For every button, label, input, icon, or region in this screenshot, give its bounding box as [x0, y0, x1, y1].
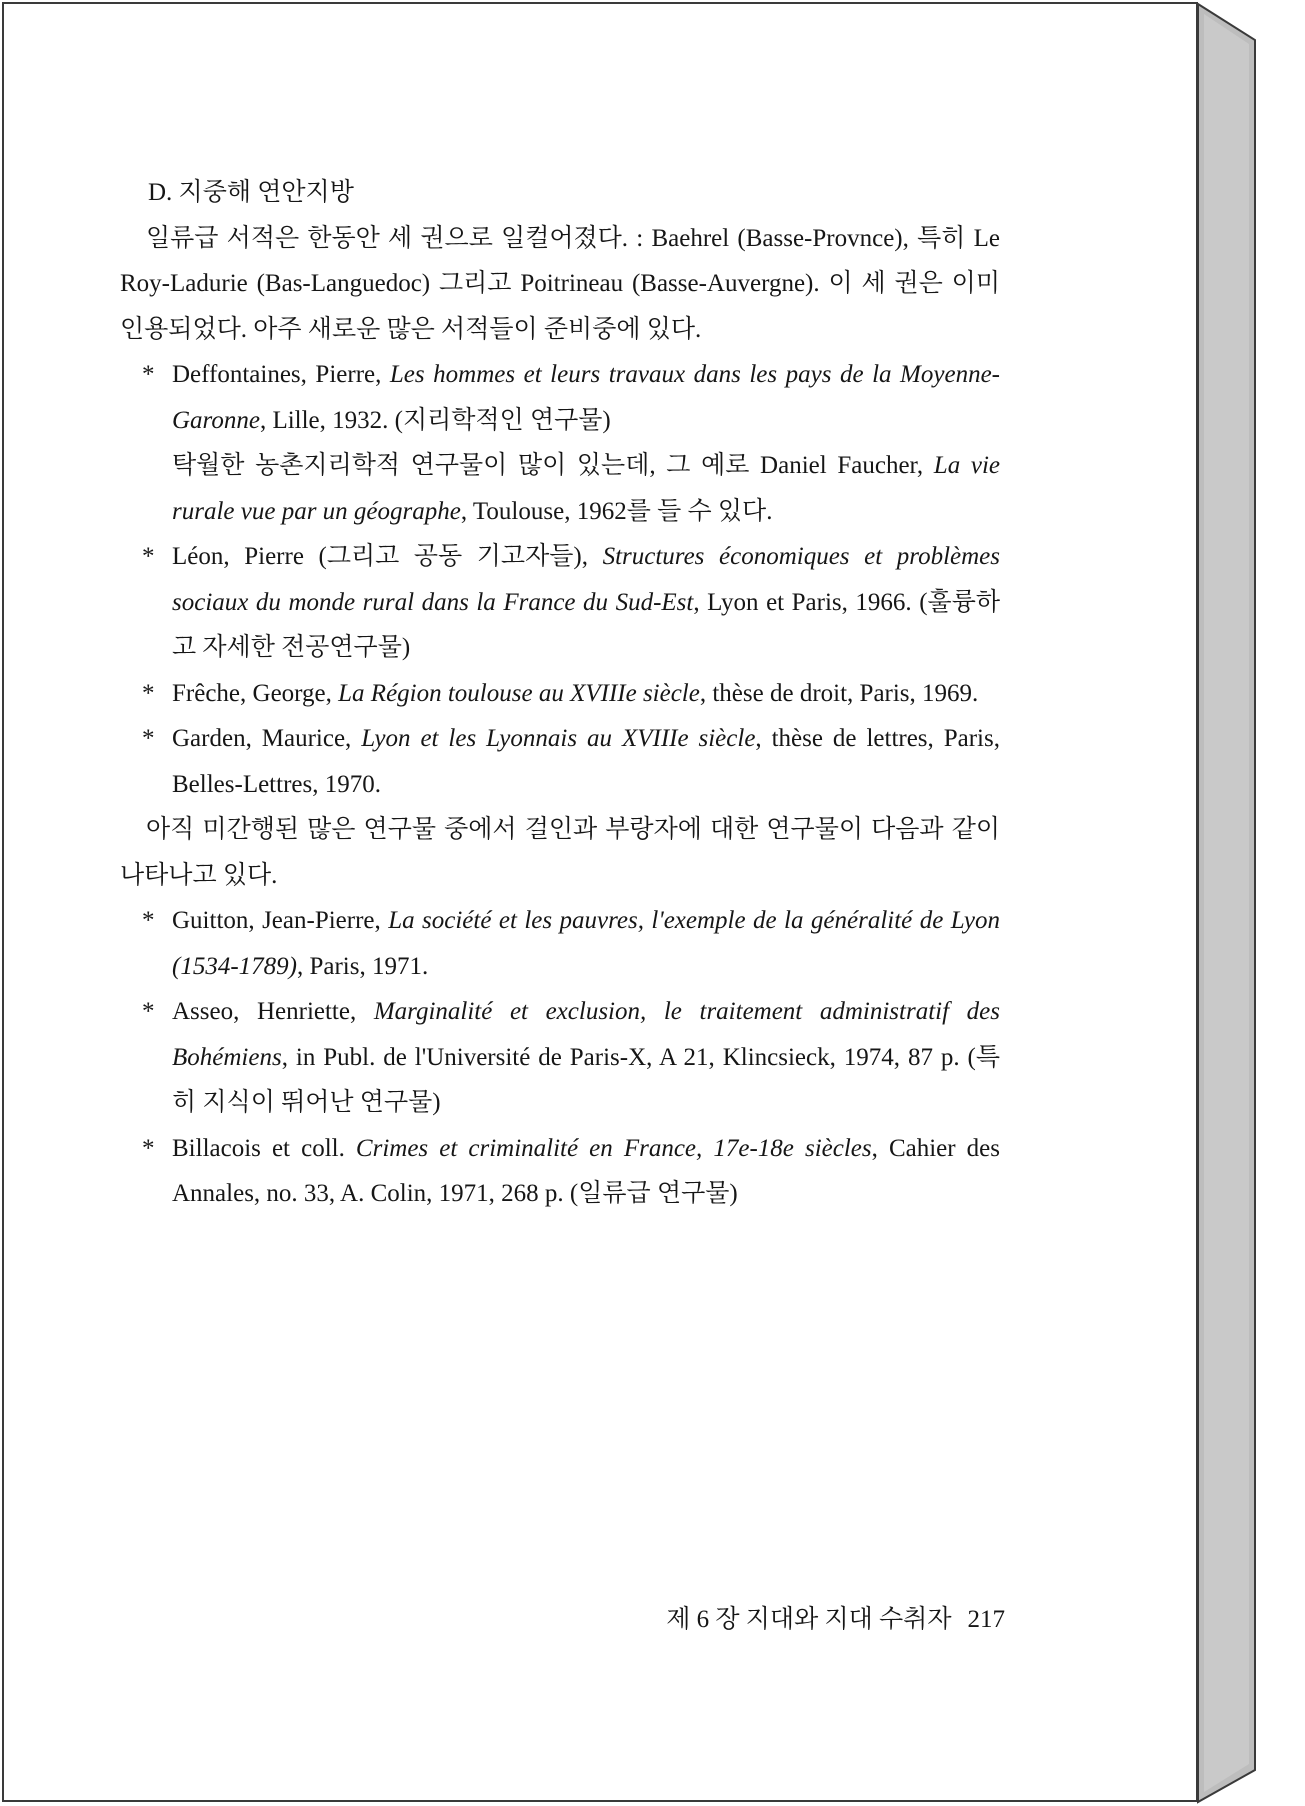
page-number: 217	[967, 1606, 1005, 1633]
reference-title: La société et les pauvres, l'exemple de la généralité de Lyon (1534-1789)	[172, 907, 1000, 980]
note-title: La vie rurale vue par un géographe	[172, 452, 1001, 525]
reference-author: Guitton, Jean-Pierre,	[172, 907, 389, 934]
chapter-title: 제 6 장 지대와 지대 수취자	[666, 1606, 952, 1633]
reference-details: , in Publ. de l'Université de Paris-X, A 21, Klincsieck, 1974, 87 p. (특히 지식이 뛰어난 연구물)	[172, 1043, 1000, 1116]
reference-title: Lyon et les Lyonnais au XVIIIe siècle	[361, 725, 756, 752]
bullet-star: *	[142, 679, 155, 707]
reference-details: , Cahier des Annales, no. 33, A. Colin, 1971, 268 p. (일류급 연구물)	[172, 1134, 1000, 1207]
reference-title: Crimes et criminalité en France, 17e-18e siècles	[355, 1134, 872, 1162]
reference-list-2	[120, 898, 1000, 1217]
bullet-star: *	[142, 361, 155, 388]
reference-author: Frêche, George,	[172, 679, 339, 707]
reference-entry	[120, 716, 1000, 807]
reference-entry	[120, 671, 1000, 717]
reference-details: , thèse de droit, Paris, 1969.	[699, 679, 979, 707]
bullet-star: *	[142, 725, 155, 752]
section-heading: D. 지중해 연안지방	[148, 179, 354, 206]
reference-entry	[120, 989, 1000, 1126]
reference-details: , Lille, 1932. (지리학적인 연구물)	[259, 406, 611, 434]
page-footer	[660, 1600, 1005, 1640]
reference-details: , Paris, 1971.	[296, 952, 429, 980]
reference-author: Léon, Pierre (그리고 공동 기고자들),	[172, 543, 603, 570]
reference-entry	[120, 352, 1000, 443]
reference-author: Asseo, Henriette,	[172, 998, 374, 1025]
page-content	[120, 170, 1000, 1217]
bullet-star: *	[142, 543, 155, 570]
reference-author: Garden, Maurice,	[172, 725, 362, 752]
middle-paragraph: 아직 미간행된 많은 연구물 중에서 걸인과 부랑자에 대한 연구물이 다음과 같이 나타나고 있다.	[120, 816, 1000, 889]
reference-title: Structures économiques et problèmes sociaux du monde rural dans la France du Sud-Est	[172, 543, 1000, 616]
reference-author: Deffontaines, Pierre,	[172, 361, 390, 388]
reference-title: Les hommes et leurs travaux dans les pays de la Moyenne-Garonne	[172, 361, 1000, 434]
reference-author: Billacois et coll.	[172, 1134, 356, 1162]
reference-entry	[120, 534, 1000, 671]
reference-list-1	[120, 352, 1000, 807]
reference-entry	[120, 1126, 1000, 1217]
reference-title: La Région toulouse au XVIIIe siècle	[338, 679, 700, 707]
bullet-star: *	[142, 1134, 155, 1162]
reference-details: , thèse de lettres, Paris, Belles-Lettres, 1970.	[172, 725, 1000, 798]
bullet-star: *	[142, 998, 155, 1025]
reference-details: , Lyon et Paris, 1966. (훌륭하고 자세한 전공연구물)	[172, 588, 1000, 661]
note-details: , Toulouse, 1962를 들 수 있다.	[460, 497, 773, 525]
intro-paragraph: 일류급 서적은 한동안 세 권으로 일컬어졌다. : Baehrel (Basse-Provnce), 특히 Le Roy-Ladurie (Bas-Languedoc) 그리고 Poitrineau (Basse-Auvergne). 이 세 권은 이미 인용되었다. 아주 새로운 많은 서적들이 준비중에 있다.	[120, 224, 1000, 343]
note-text: 탁월한 농촌지리학적 연구물이 많이 있는데, 그 예로 Daniel Faucher,	[172, 452, 934, 479]
reference-title: Marginalité et exclusion, le traitement administratif des Bohémiens	[172, 998, 1000, 1071]
reference-note	[120, 443, 1000, 534]
reference-entry	[120, 898, 1000, 989]
bullet-star: *	[142, 907, 155, 934]
